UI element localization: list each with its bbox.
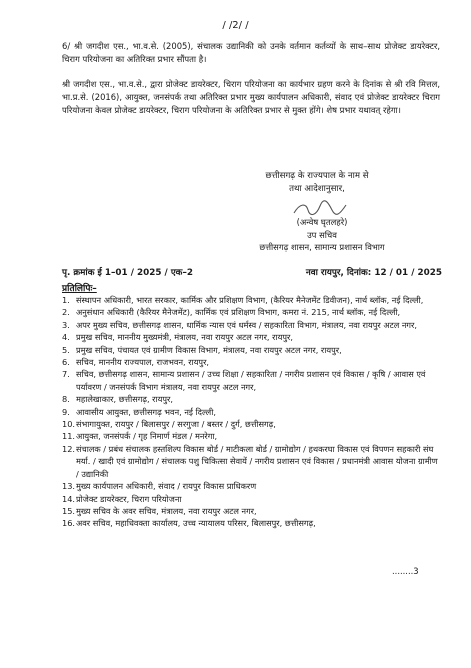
list-item: 4. प्रमुख सचिव, माननीय मुख्यमंत्री, मंत्रालय, नवा रायपुर अटल नगर, रायपुर, [62, 332, 293, 343]
list-item: 14. प्रोजेक्ट डायरेक्टर, चिराग परियोजना [62, 493, 182, 504]
list-item: 2. अनुसंधान अधिकारी (कैरियर मैनेजमेंट), कार्मिक एवं प्रशिक्षण विभाग, कमरा नं. 215, नार्थ ब्लॉक, नई दिल्ली, [62, 307, 401, 318]
place-date: नवा रायपुर, दिनांक: 12 / 01 / 2025 [305, 268, 442, 278]
list-item: 15. मुख्य सचिव के अवर सचिव, मंत्रालय, नवा रायपुर अटल नगर, [62, 505, 257, 516]
signatory-designation: उप सचिव [307, 229, 337, 240]
list-item: 12. संचालक / प्रबंध संचालक हस्तशिल्प विकास बोर्ड / माटीकला बोर्ड / ग्रामोद्योग / हथकरघा विकास एवं विपणन सहकारी संघ मर्या. / खादी एवं ग्रामोद्योग / संचालक पशु चिकित्सा सेवायें / नगरीय प्रशासन एवं विकास / प्रधानमंत्री आवास योजना ग्रामीण / उद्यानिकी [62, 443, 438, 479]
order-paragraph-1: 6/ श्री जगदीश एस., भा.व.से. (2005), संचालक उद्यानिकी को उनके वर्तमान कर्तव्यों के साथ–साथ प्रोजेक्ट डायरेक्टर, चिराग परियोजना का अतिरिक्त प्रभार सौंपता है। [62, 41, 440, 64]
list-item: 10. संभागायुक्त, रायपुर / बिलासपुर / सरगुजा / बस्तर / दुर्ग, छत्तीसगढ़, [62, 419, 276, 430]
list-item: 13. मुख्य कार्यपालन अधिकारी, संवाद / रायपुर विकास प्राधिकरण [62, 481, 257, 492]
signatory-name: (अन्वेष घृतलहरे) [296, 217, 348, 227]
list-item: 8. महालेखाकार, छत्तीसगढ़, रायपुर, [62, 394, 173, 405]
page-number: / /2/ / [222, 20, 249, 31]
list-item: 3. अपर मुख्य सचिव, छत्तीसगढ़ शासन, धार्मिक न्यास एवं धर्मस्व / सहकारिता विभाग, मंत्रालय, नवा रायपुर अटल नगर, [62, 319, 417, 330]
copy-to-heading: प्रतिलिपिः– [62, 284, 97, 294]
reference-number: पृ. क्रमांक ई 1–01 / 2025 / एक–2 [62, 268, 193, 278]
signatory-department: छत्तीसगढ़ शासन, सामान्य प्रशासन विभाग [259, 242, 385, 252]
order-clause-line-2: तथा आदेशानुसार, [289, 184, 345, 194]
order-clause-line-1: छत्तीसगढ़ के राज्यपाल के नाम से [265, 171, 369, 181]
list-item: 7. सचिव, छत्तीसगढ़ शासन, सामान्य प्रशासन / उच्च शिक्षा / सहकारिता / नगरीय प्रशासन एवं विकास / कृषि / आवास एवं पर्यावरण / जनसंपर्क विभाग मंत्रालय, नवा रायपुर अटल नगर, [62, 369, 426, 392]
list-item: 11. आयुक्त, जनसंपर्क / गृह निमार्ण मंडल / मनरेगा, [62, 431, 218, 442]
reference-line [62, 266, 442, 278]
list-item: 6. सचिव, माननीय राज्यपाल, राजभवन, रायपुर, [62, 357, 210, 368]
list-item: 16. अवर सचिव, महाधिवक्ता कार्यालय, उच्च न्यायालय परिसर, बिलासपुर, छत्तीसगढ़, [62, 518, 316, 529]
list-item: 1. संस्थापन अधिकारी, भारत सरकार, कार्मिक और प्रशिक्षण विभाग, (कैरियर मैनेजमेंट डिवीजन), नार्थ ब्लॉक, नई दिल्ली, [62, 295, 424, 305]
signatory-block [222, 216, 422, 254]
governor-order-clause [232, 170, 402, 196]
order-paragraph-2: श्री जगदीश एस., भा.व.से., द्वारा प्रोजेक्ट डायरेक्टर, चिराग परियोजना का कार्यभार ग्रहण करने के दिनांक से श्री रवि मित्तल, भा.प्र.से. (2016), आयुक्त, जनसंपर्क तथा अतिरिक्त प्रभार मुख्य कार्यपालन अधिकारी, संवाद एवं प्रोजेक्ट डायरेक्टर चिराग परियोजना केवल प्रोजेक्ट डायरेक्टर, चिराग परियोजना के अतिरिक्त प्रभार से मुक्त होंगे। शेष प्रभार यथावत् रहेगा। [62, 79, 440, 115]
list-item: 5. प्रमुख सचिव, पंचायत एवं ग्रामीण विकास विभाग, मंत्रालय, नवा रायपुर अटल नगर, रायपुर, [62, 344, 342, 355]
list-item: 9. आवासीय आयुक्त, छत्तीसगढ़ भवन, नई दिल्ली, [62, 406, 216, 417]
copy-recipient-list [62, 294, 442, 530]
continued-page-marker: ........3 [392, 566, 419, 576]
